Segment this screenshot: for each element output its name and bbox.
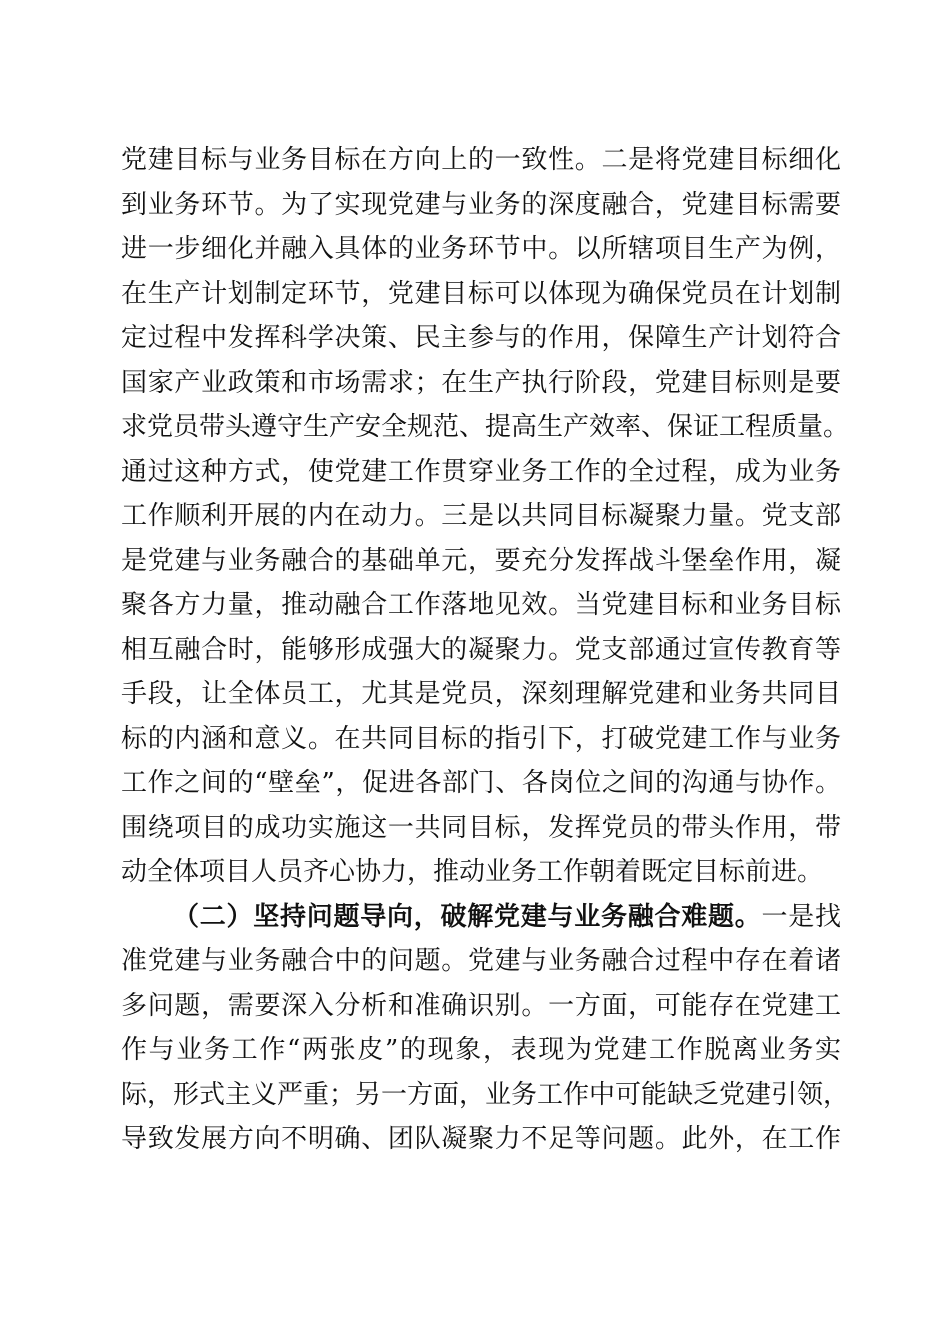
document-body [121, 138, 850, 1162]
paragraph1-line: 聚各方力量，推动融合工作落地见效。当党建目标和业务目标 [121, 590, 841, 620]
paragraph1-line: 通过这种方式，使党建工作贯穿业务工作的全过程，成为业务 [121, 456, 841, 487]
paragraph1-line: 在生产计划制定环节，党建目标可以体现为确保党员在计划制 [121, 278, 841, 309]
paragraph1-line: 标的内涵和意义。在共同目标的指引下，打破党建工作与业务 [121, 723, 841, 754]
paragraph1-line: 手段，让全体员工，尤其是党员，深刻理解党建和业务共同目 [121, 679, 841, 709]
paragraph2-line: 导致发展方向不明确、团队凝聚力不足等问题。此外，在工作 [121, 1124, 841, 1154]
paragraph2-line: 准党建与业务融合中的问题。党建与业务融合过程中存在着诸 [121, 946, 841, 976]
paragraph1-line: 动全体项目人员齐心协力，推动业务工作朝着既定目标前进。 [121, 857, 824, 887]
paragraph1-line: 进一步细化并融入具体的业务环节中。以所辖项目生产为例， [121, 234, 841, 264]
paragraph2-line: 作与业务工作“两张皮”的现象，表现为党建工作脱离业务实 [121, 1035, 841, 1065]
paragraph2-first-line [121, 895, 841, 940]
paragraph1-line: 相互融合时，能够形成强大的凝聚力。党支部通过宣传教育等 [121, 634, 841, 665]
paragraph1-line: 定过程中发挥科学决策、民主参与的作用，保障生产计划符合 [121, 323, 841, 353]
paragraph1-line: 是党建与业务融合的基础单元，要充分发挥战斗堡垒作用，凝 [121, 545, 841, 576]
paragraph2-line: 多问题，需要深入分析和准确识别。一方面，可能存在党建工 [121, 990, 841, 1021]
paragraph1-line: 国家产业政策和市场需求；在生产执行阶段，党建目标则是要 [121, 367, 841, 398]
section-heading: （二）坚持问题导向，破解党建与业务融合难题。 [173, 901, 762, 932]
paragraph2-first-line-rest: 一是找 [761, 901, 841, 932]
paragraph1-line: 工作之间的“壁垒”，促进各部门、各岗位之间的沟通与协作。 [121, 768, 841, 798]
paragraph2-line: 际，形式主义严重；另一方面，业务工作中可能缺乏党建引领， [121, 1079, 850, 1110]
paragraph1-line: 围绕项目的成功实施这一共同目标，发挥党员的带头作用，带 [121, 812, 841, 843]
paragraph1-line: 党建目标与业务目标在方向上的一致性。二是将党建目标细化 [121, 145, 841, 175]
paragraph1-line: 工作顺利开展的内在动力。三是以共同目标凝聚力量。党支部 [121, 501, 841, 531]
paragraph1-line: 求党员带头遵守生产安全规范、提高生产效率、保证工程质量。 [121, 412, 850, 442]
paragraph1-line: 到业务环节。为了实现党建与业务的深度融合，党建目标需要 [121, 189, 841, 220]
